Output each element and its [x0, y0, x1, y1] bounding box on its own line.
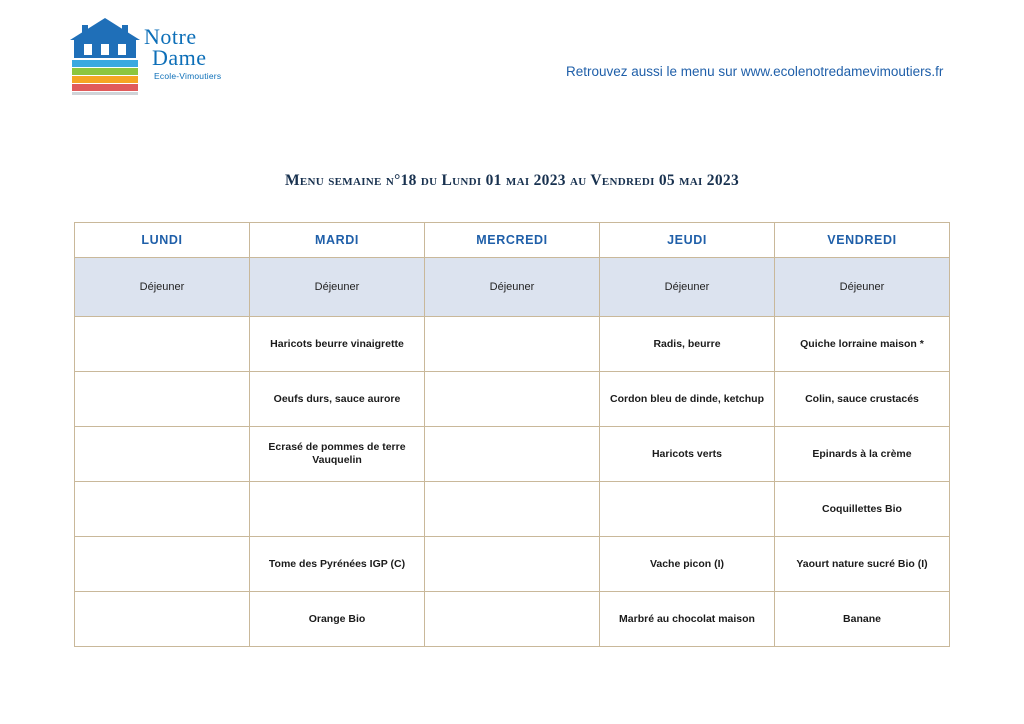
dish-cell [425, 482, 600, 537]
table-row [75, 482, 950, 537]
table-row [75, 592, 950, 647]
meal-type-row [75, 258, 950, 317]
table-row [75, 317, 950, 372]
dish-cell: Vache picon (I) [600, 537, 775, 592]
meal-type-mardi: Déjeuner [250, 258, 425, 317]
dish-cell: Marbré au chocolat maison [600, 592, 775, 647]
dish-cell [75, 317, 250, 372]
logo-subtitle: Ecole-Vimoutiers [154, 71, 222, 81]
column-header-mardi: MARDI [250, 223, 425, 258]
dish-cell [425, 592, 600, 647]
website-note [566, 64, 943, 79]
dish-cell [425, 427, 600, 482]
dish-cell [75, 372, 250, 427]
column-header-lundi: LUNDI [75, 223, 250, 258]
dish-cell: Radis, beurre [600, 317, 775, 372]
dish-cell: Ecrasé de pommes de terre Vauquelin [250, 427, 425, 482]
logo-wordmark [144, 26, 239, 81]
dish-cell: Colin, sauce crustacés [775, 372, 950, 427]
dish-cell: Tome des Pyrénées IGP (C) [250, 537, 425, 592]
dish-cell: Coquillettes Bio [775, 482, 950, 537]
dish-cell [600, 482, 775, 537]
meal-type-mercredi: Déjeuner [425, 258, 600, 317]
table-header-row [75, 223, 950, 258]
meal-type-lundi: Déjeuner [75, 258, 250, 317]
dish-cell: Haricots beurre vinaigrette [250, 317, 425, 372]
dish-cell: Yaourt nature sucré Bio (I) [775, 537, 950, 592]
dish-cell: Quiche lorraine maison * [775, 317, 950, 372]
page-title: Menu semaine n°18 du Lundi 01 mai 2023 au Vendredi 05 mai 2023 [284, 172, 740, 189]
dish-cell [425, 537, 600, 592]
school-logo [62, 10, 237, 100]
menu-table [74, 222, 950, 647]
logo-line-2: Dame [152, 45, 207, 70]
table-row [75, 372, 950, 427]
dish-cell: Epinards à la crème [775, 427, 950, 482]
school-building-logo-icon [62, 14, 148, 96]
column-header-mercredi: MERCREDI [425, 223, 600, 258]
dish-cell: Orange Bio [250, 592, 425, 647]
meal-type-vendredi: Déjeuner [775, 258, 950, 317]
dish-cell [75, 427, 250, 482]
dish-cell [425, 372, 600, 427]
table-row [75, 427, 950, 482]
column-header-vendredi: VENDREDI [775, 223, 950, 258]
meal-type-jeudi: Déjeuner [600, 258, 775, 317]
dish-cell [75, 482, 250, 537]
column-header-jeudi: JEUDI [600, 223, 775, 258]
logo-line-1: Notre [144, 24, 197, 49]
dish-cell: Oeufs durs, sauce aurore [250, 372, 425, 427]
page-header [0, 0, 1024, 115]
table-row [75, 537, 950, 592]
website-note-text: Retrouvez aussi le menu sur [566, 64, 741, 79]
dish-cell: Cordon bleu de dinde, ketchup [600, 372, 775, 427]
dish-cell [250, 482, 425, 537]
dish-cell [425, 317, 600, 372]
dish-cell [75, 537, 250, 592]
website-url-link[interactable]: www.ecolenotredamevimoutiers.fr [740, 64, 944, 79]
dish-cell [75, 592, 250, 647]
dish-cell: Banane [775, 592, 950, 647]
dish-cell: Haricots verts [600, 427, 775, 482]
